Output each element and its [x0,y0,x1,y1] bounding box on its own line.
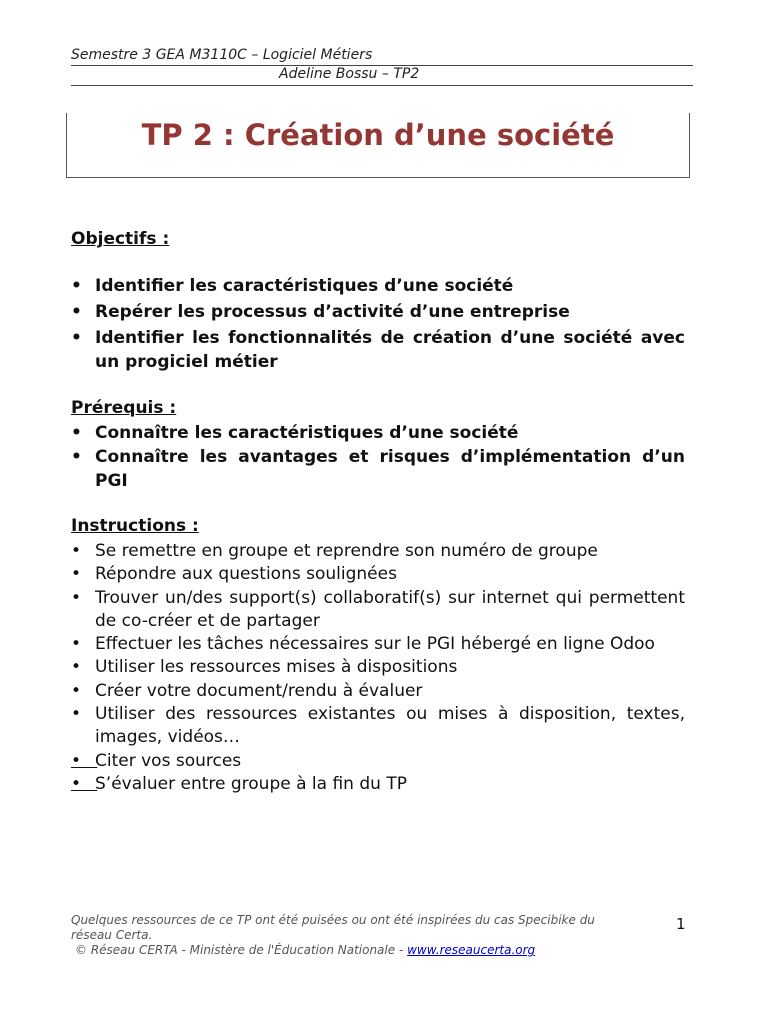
bullet-icon: • [71,541,82,561]
list-item: • Se remettre en groupe et reprendre son numéro de groupe [71,540,685,563]
objectifs-list [71,274,685,376]
bullet-icon: • [71,447,82,467]
bullet-icon: • [71,657,82,678]
footer [71,913,611,958]
footer-credit: © Réseau CERTA - Ministère de l'Éducation Nationale - www.reseaucerta.org [75,943,536,957]
footer-link[interactable]: www.reseaucerta.org [407,943,536,957]
bullet-icon: • [71,704,82,725]
instructions-heading: Instructions : [71,516,199,536]
list-item: • Repérer les processus d’activité d’une entreprise [71,302,570,322]
bullet-icon: • [71,276,82,296]
bullet-icon: • [71,587,82,608]
objectifs-heading: Objectifs : [71,229,170,249]
bullet-icon: • [71,564,82,585]
bullet-icon: • [71,680,82,701]
header-course-text: Semestre 3 GEA M3110C – Logiciel Métiers [71,47,373,63]
page-number: 1 [676,915,686,933]
list-item: • Effectuer les tâches nécessaires sur le PGI hébergé en ligne Odoo [71,633,685,656]
header-author-text: Adeline Bossu – TP2 [279,66,420,82]
header-author-line [71,66,693,86]
list-item: • Trouver un/des support(s) collaboratif(s) sur internet qui permettent de co-créer et de partager [71,587,685,631]
bullet-icon: • [71,750,98,771]
footer-note: Quelques ressources de ce TP ont été puisées ou ont été inspirées du cas Specibike du réseau Certa. [71,913,595,942]
list-item: • Créer votre document/rendu à évaluer [71,680,685,703]
bullet-icon: • [71,423,82,443]
list-item: • Identifier les caractéristiques d’une société [71,276,514,296]
bullet-icon: • [71,328,82,348]
page-title: TP 2 : Création d’une société [141,118,615,152]
prerequis-list [71,421,685,493]
list-item: • Citer vos sources [71,750,685,773]
title-box [66,113,690,178]
list-item: • Connaître les caractéristiques d’une société [71,423,519,443]
list-item: • Identifier les fonctionnalités de création d’une société avec un progiciel métier [71,328,685,372]
list-item: • Connaître les avantages et risques d’implémentation d’un PGI [71,447,685,491]
bullet-icon: • [71,302,82,322]
bullet-icon: • [71,773,98,794]
list-item: • S’évaluer entre groupe à la fin du TP [71,773,685,796]
prerequis-heading: Prérequis : [71,398,177,418]
instructions-list [71,540,685,796]
list-item: • Utiliser des ressources existantes ou mises à disposition, textes, images, vidéos… [71,704,685,748]
list-item: • Répondre aux questions soulignées [71,563,685,586]
header-course-line [71,47,693,66]
bullet-icon: • [71,634,82,655]
list-item: • Utiliser les ressources mises à dispositions [71,656,685,679]
